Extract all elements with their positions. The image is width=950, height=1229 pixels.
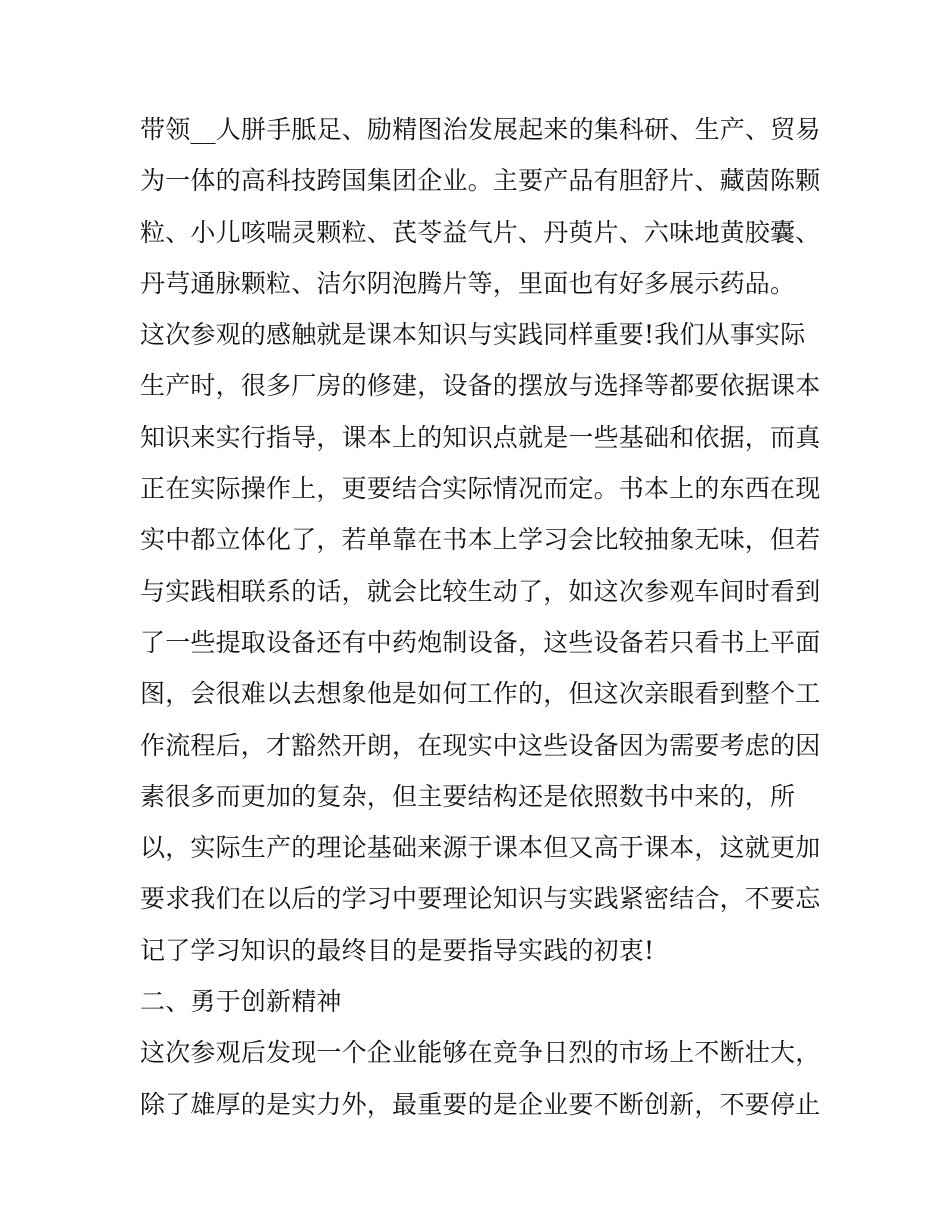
text-line: 这次参观后发现一个企业能够在竞争日烈的市场上不断壮大， [140,1038,821,1068]
text-line: 图，会很难以去想象他是如何工作的，但这次亲眼看到整个工 [140,679,821,709]
text-line: 为一体的高科技跨国集团企业。主要产品有胆舒片、藏茵陈颗 [140,166,821,196]
text-line: 实中都立体化了，若单靠在书本上学习会比较抽象无味，但若 [140,525,821,555]
text-line: 作流程后，才豁然开朗，在现实中这些设备因为需要考虑的因 [140,730,821,760]
text-line: 正在实际操作上，更要结合实际情况而定。书本上的东西在现 [140,474,821,504]
text-line: 了一些提取设备还有中药炮制设备，这些设备若只看书上平面 [140,627,821,657]
section-heading: 二、勇于创新精神 [140,987,342,1017]
text-line: 要求我们在以后的学习中要理论知识与实践紧密结合，不要忘 [140,884,821,914]
text-line: 丹芎通脉颗粒、洁尔阴泡腾片等，里面也有好多展示药品。 [140,268,796,298]
text-line: 这次参观的感触就是课本知识与实践同样重要!我们从事实际 [140,320,806,350]
text-line: 粒、小儿咳喘灵颗粒、芪苓益气片、丹萸片、六味地黄胶囊、 [140,217,821,247]
text-line: 记了学习知识的最终目的是要指导实践的初衷! [140,935,655,965]
text-line: 生产时，很多厂房的修建，设备的摆放与选择等都要依据课本 [140,371,821,401]
text-line: 素很多而更加的复杂，但主要结构还是依照数书中来的，所 [140,781,796,811]
text-line: 知识来实行指导，课本上的知识点就是一些基础和依据，而真 [140,422,821,452]
text-line: 与实践相联系的话，就会比较生动了，如这次参观车间时看到 [140,576,821,606]
text-line: 以，实际生产的理论基础来源于课本但又高于课本，这就更加 [140,833,821,863]
text-line: 除了雄厚的是实力外，最重要的是企业要不断创新，不要停止 [140,1089,821,1119]
text-line: 带领__人胼手胝足、励精图治发展起来的集科研、生产、贸易 [140,115,821,144]
body-text [140,104,820,1130]
